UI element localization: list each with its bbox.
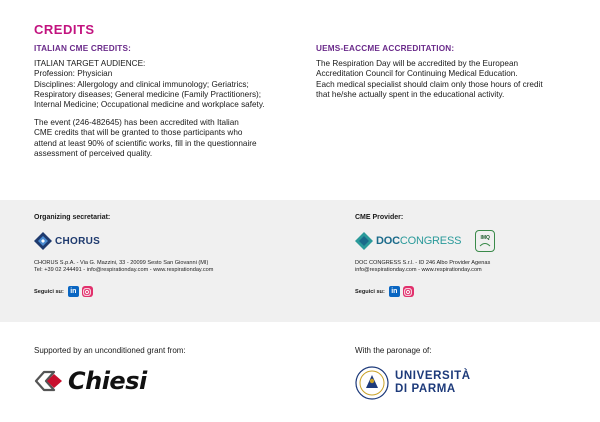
uems-line: Accreditation Council for Continuing Medical Education.: [316, 69, 518, 79]
organizing-address: [34, 260, 304, 274]
chiesi-logo[interactable]: [34, 367, 147, 395]
credits-title: CREDITS: [34, 22, 95, 37]
cme-provider: [355, 214, 585, 297]
university-name: [395, 370, 471, 396]
imq-text: IMQ: [480, 235, 490, 241]
organizing-secretariat: [34, 214, 304, 297]
event-line: assessment of perceived quality.: [34, 148, 153, 158]
audience-line: Internal Medicine; Occupational medicine and workplace safety.: [34, 100, 265, 110]
linkedin-icon[interactable]: in: [389, 286, 400, 297]
uems-block: [316, 59, 578, 100]
event-line: CME credits that will be granted to those participants who: [34, 128, 243, 138]
audience-block: [34, 59, 294, 110]
uems-line: The Respiration Day will be accredited by the European: [316, 59, 519, 69]
linkedin-icon[interactable]: in: [68, 286, 79, 297]
instagram-icon[interactable]: [82, 286, 93, 297]
university-seal-icon: [355, 366, 389, 400]
university-line-2: DI PARMA: [395, 383, 456, 395]
chorus-logo-text: CHORUS: [55, 235, 101, 247]
doc-congress-logo-icon: [355, 232, 373, 250]
social-label: Seguici su:: [355, 288, 385, 295]
instagram-icon[interactable]: [403, 286, 414, 297]
address-line: Tel: +39 02 244491 - info@respirationday.com - www.respirationday.com: [34, 267, 214, 274]
chiesi-logo-icon: [34, 369, 64, 393]
doc-congress-logo-text: [376, 235, 461, 247]
organizing-social: [34, 286, 304, 297]
address-line: DOC CONGRESS S.r.l. - ID 246 Albo Provider Agenas: [355, 260, 491, 266]
chiesi-logo-text: Chiesi: [68, 367, 147, 395]
italian-cme-column: [34, 44, 294, 167]
support-section: [0, 322, 600, 422]
social-label: Seguici su:: [34, 288, 64, 295]
event-line: attend at least 90% of scientific works, fill in the questionnaire: [34, 138, 257, 148]
uems-line: Each medical specialist should claim only those hours of credit: [316, 79, 543, 89]
organizing-heading: Organizing secretariat:: [34, 214, 111, 221]
imq-badge: [475, 230, 495, 252]
cme-provider-address: [355, 260, 585, 274]
italian-cme-heading: ITALIAN CME CREDITS:: [34, 44, 132, 53]
event-block: [34, 118, 294, 159]
grant-label: Supported by an unconditioned grant from:: [34, 346, 186, 355]
audience-line: ITALIAN TARGET AUDIENCE:: [34, 59, 146, 69]
university-line-1: UNIVERSITÀ: [395, 370, 471, 382]
event-line: The event (246-482645) has been accredited with Italian: [34, 118, 239, 128]
congress-text: CONGRESS: [399, 235, 462, 247]
cme-provider-heading: CME Provider:: [355, 214, 404, 221]
uems-line: that he/she actually spent in the educational activity.: [316, 89, 505, 99]
university-parma-logo[interactable]: [355, 366, 471, 400]
chorus-logo[interactable]: [34, 230, 304, 252]
uems-column: [316, 44, 578, 108]
credits-section: [0, 0, 600, 200]
audience-line: Respiratory diseases; General medicine (Family Practitioners);: [34, 89, 262, 99]
audience-line: Profession: Physician: [34, 69, 113, 79]
audience-line: Disciplines: Allergology and clinical immunology; Geriatrics;: [34, 79, 249, 89]
address-line: info@respirationday.com - www.respirationday.com: [355, 267, 482, 274]
cme-provider-social: [355, 286, 585, 297]
patronage-label: With the paronage of:: [355, 346, 432, 355]
chorus-logo-icon: [34, 232, 52, 250]
uems-heading: UEMS-EACCME ACCREDITATION:: [316, 44, 455, 53]
organizers-panel: [0, 200, 600, 322]
doc-congress-logo[interactable]: [355, 230, 585, 252]
doc-text: DOC: [376, 235, 400, 247]
address-line: CHORUS S.p.A. - Via G. Mazzini, 33 - 20099 Sesto San Giovanni (MI): [34, 260, 209, 266]
